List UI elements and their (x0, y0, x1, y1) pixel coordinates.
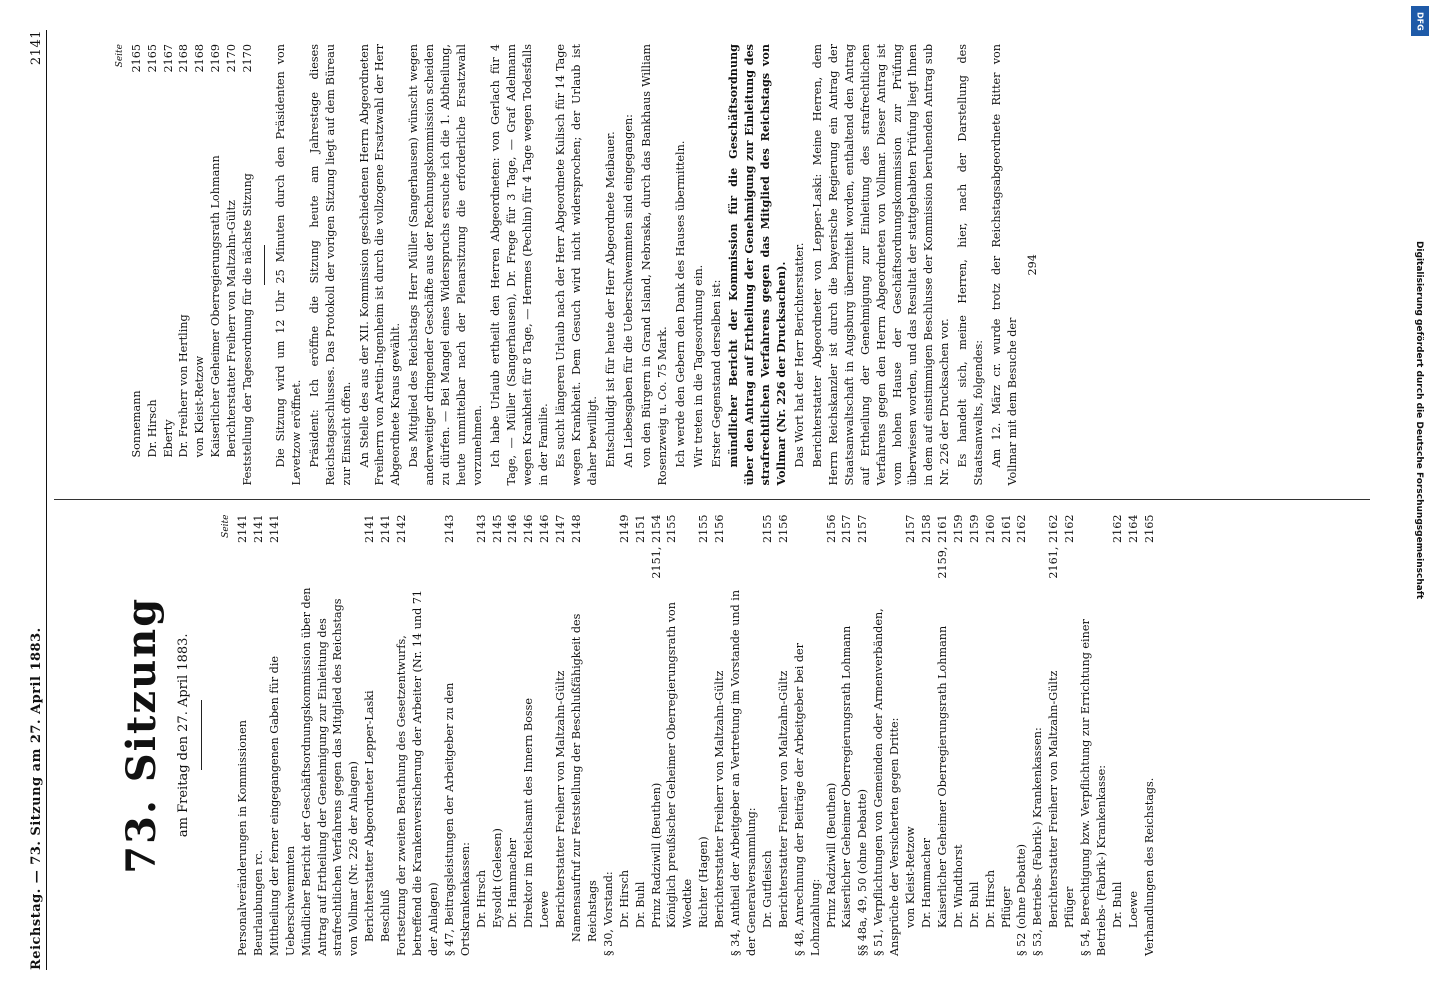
toc-entry-page: 2160 (983, 514, 997, 543)
toc-entry-page: 2162 (1110, 514, 1124, 543)
toc-entry (145, 44, 161, 486)
paragraph: Es sucht längeren Urlaub nach der Herr Abgeordnete Kulisch für 14 Tage wegen Krankheit. Dem Gesuch wird nicht widersprochen; der Urlaub ist daher bewilligt. (554, 44, 600, 486)
toc-entry-page: 2169 (209, 44, 223, 73)
toc-entry-page: 2145 (490, 514, 504, 543)
toc-entry-text: Verhandlungen des Reichstags. (1142, 777, 1156, 956)
toc-entry-page: 2141 (267, 514, 281, 543)
page-number: 2141 (28, 30, 44, 66)
toc-entry (728, 515, 760, 957)
toc-entry (1030, 515, 1046, 957)
toc-entry (442, 515, 474, 957)
toc-entry-text: Beurlaubungen rc. (251, 849, 265, 956)
toc-entry-page (792, 515, 824, 579)
toc-entry-text: § 47, Beitragsleistungen der Arbeitgeber zu den Ortskrankenkassen: (442, 682, 472, 956)
toc-entry-page: 2165 (129, 44, 143, 73)
toc-entry-page (1030, 515, 1046, 579)
toc-entry-text: § 30, Vorstand: (601, 871, 615, 956)
toc-entry-text: § 52 (ohne Debatte) (1015, 843, 1029, 956)
toc-entry-page (601, 515, 617, 579)
toc-entry-text: Dr. Hirsch (145, 399, 159, 458)
two-column-body (54, 30, 1370, 970)
toc-entry (1046, 515, 1062, 957)
running-head-title: Reichstag. — 73. Sitzung am 27. April 1883. (28, 627, 44, 970)
toc-entry (935, 515, 951, 957)
toc-entry (951, 515, 967, 957)
toc-entry-page: 2162 (1063, 514, 1077, 543)
toc-entry-text: Direktor im Reichsamt des Innern Bosse (522, 697, 536, 928)
toc-entry-text: § 34, Antheil der Arbeitgeber an Vertretung im Vorstande und in der Generalversammlung: (729, 589, 759, 956)
toc-entry (1014, 515, 1030, 957)
toc-entry-page: 2146 (522, 514, 536, 543)
toc-entry (1126, 515, 1142, 957)
toc-entry-text: Dr. Gutfleisch (760, 850, 774, 928)
toc-entry-text: Berichterstatter Freiherr von Maltzahn-Gültz (554, 670, 568, 928)
toc-entry (505, 515, 521, 957)
toc-entry (633, 515, 649, 957)
toc-entry-text: §§ 48a, 49, 50 (ohne Debatte) (856, 789, 870, 956)
session-heading: 73. Sitzung (118, 596, 165, 874)
toc-entry-page: 2146 (538, 514, 552, 543)
toc-entry (490, 515, 506, 957)
toc-entry-page: 2155 (760, 514, 774, 543)
document-page (10, 10, 1390, 990)
table-of-contents-right (129, 44, 256, 486)
toc-page-label: Seite (221, 514, 232, 538)
toc-entry (267, 515, 299, 957)
signature-mark: 294 (1025, 254, 1039, 276)
toc-entry-page (871, 515, 903, 579)
dfg-logo: DFG (1411, 6, 1429, 36)
paragraph: mündlicher Bericht der Kommission für die Geschäftsordnung über den Antrag auf Ertheilung der Genehmigung zur Einleitung des strafrechtlichen Verfahrens gegen das Mitglied des Reichstags von Vollmar (Nr. 226 der Drucksachen). (726, 44, 789, 486)
toc-entry (839, 515, 855, 957)
toc-entry-text: Berichterstatter Freiherr von Maltzahn-Gültz (1047, 670, 1061, 928)
toc-entry (521, 515, 537, 957)
running-head (22, 30, 47, 970)
toc-entry-page: 2141 (379, 514, 393, 543)
toc-entry (919, 515, 935, 957)
toc-entry-page (1078, 515, 1110, 579)
toc-entry-text: Feststellung der Tagesordnung für die nächste Sitzung (241, 173, 255, 486)
toc-entry-text: Dr. Hammacher (919, 838, 933, 928)
toc-entry-text: Berichterstatter Freiherr von Maltzahn-Gültz (776, 670, 790, 928)
toc-entry-page: 2141 (363, 514, 377, 543)
toc-entry-text: Dr. Hirsch (983, 869, 997, 928)
toc-entry (983, 515, 999, 957)
toc-entry-page: 2159, 2161 (935, 514, 949, 579)
paragraph: von den Bürgern in Grand Island, Nebraska, durch das Bankhaus William Rosenzweig u. Co. 75 Mark. (639, 44, 669, 486)
left-column (54, 500, 1370, 971)
toc-entry (553, 515, 569, 957)
paragraph: An Liebesgaben für die Ueberschwemmten sind eingegangen: (622, 114, 636, 468)
toc-entry-text: Kaiserlicher Geheimer Oberregierungsrath Lohmann (209, 155, 223, 458)
toc-entry (903, 515, 919, 957)
toc-entry-text: Mittheilung der ferner eingegangenen Gaben für die Ueberschwemmten (267, 655, 297, 956)
paragraph: An Stelle des aus der XII. Kommission geschiedenen Herrn Abgeordneten Freiherrn von Aretin-Ingenheim ist durch die vollzogene Ersatzwahl der Herr Abgeordnete Kraus gewählt. (357, 44, 403, 486)
toc-entry (601, 515, 617, 957)
toc-entry-page (728, 515, 760, 579)
toc-entry-page: 2156 (776, 514, 790, 543)
toc-entry (855, 515, 871, 957)
paragraph: Das Wort hat der Herr Berichterstatter. (793, 242, 807, 468)
toc-entry-text: Loewe (1126, 891, 1140, 928)
toc-entry (776, 515, 792, 957)
toc-entry-text: Dr. Hammacher (506, 838, 520, 928)
toc-entry (161, 44, 177, 486)
toc-entry-text: Namensaufruf zur Feststellung der Beschlußfähigkeit des Reichstags (570, 613, 599, 942)
paragraph: Entschuldigt ist für heute der Herr Abgeordnete Meibauer. (604, 131, 618, 468)
toc-entry-text: Berichterstatter Freiherr von Maltzahn-Gültz (225, 200, 239, 458)
toc-entry (176, 44, 192, 486)
toc-entry-page: 2164 (1126, 514, 1140, 543)
table-of-contents-left (235, 515, 1158, 957)
toc-entry (251, 515, 267, 957)
toc-entry-page: 2151 (633, 514, 647, 543)
toc-entry-text: Fortsetzung der zweiten Berathung des Gesetzentwurfs, betreffend die Krankenversicherung der Arbeiter (Nr. 14 und 71 der Anlagen) (395, 589, 440, 956)
toc-entry-text: Dr. Buhl (1110, 881, 1124, 928)
toc-entry (224, 44, 240, 486)
toc-entry-page: 2157 (856, 514, 870, 543)
toc-entry-text: Eysoldt (Gelesen) (490, 828, 504, 928)
toc-entry-page: 2141 (251, 514, 265, 543)
toc-entry-page (299, 515, 363, 579)
toc-entry-page: 2168 (193, 44, 207, 73)
digitization-note: Digitalisierung gefördert durch die Deutsche Forschungsgemeinschaft (1414, 240, 1424, 600)
paragraph: Ich habe Urlaub ertheilt den Herren Abgeordneten: von Gerlach für 4 Tage, — Müller (Sangerhausen), Dr. Frege für 3 Tage, — Graf Adelmann wegen Krankheit für 8 Tage, — Hermes (Pechlin) für 4 Tage wegen Todesfalls in der Familie. (488, 44, 550, 486)
session-title-block (114, 515, 202, 957)
toc-entry-text: Dr. Freiherr von Hertling (177, 314, 191, 458)
paragraph: Am 12. März cr. wurde trotz der Reichstagsabgeordnete Ritter von Vollmar mit dem Besuche der (989, 44, 1019, 486)
toc-entry-text: Dr. Buhl (633, 881, 647, 928)
toc-entry-text: Beschluß (379, 889, 393, 942)
toc-entry-page: 2157 (904, 514, 918, 543)
toc-entry (299, 515, 363, 957)
toc-entry (1078, 515, 1110, 957)
toc-entry-page: 2149 (617, 514, 631, 543)
toc-entry-page: 2167 (161, 44, 175, 73)
toc-entry (1142, 515, 1158, 957)
toc-entry-page: 2161 (999, 514, 1013, 543)
toc-entry (1062, 515, 1078, 957)
toc-entry-text: § 48, Anrechnung der Beiträge der Arbeitgeber bei der Lohnzahlung: (792, 643, 822, 956)
toc-entry-page: 2170 (241, 44, 255, 73)
toc-entry (967, 515, 983, 957)
toc-entry-text: Kaiserlicher Geheimer Oberregierungsrath Lohmann (935, 625, 949, 928)
toc-entry (394, 515, 442, 957)
toc-entry-page: 2162 (1015, 514, 1029, 543)
toc-entry (696, 515, 712, 957)
paragraph: Wir treten in die Tagesordnung ein. (691, 264, 705, 468)
toc-entry-text: Dr. Buhl (967, 881, 981, 928)
toc-entry-text: von Kleist-Retzow (193, 355, 207, 458)
toc-entry-text: § 51, Verpflichtungen von Gemeinden oder Armenverbänden, Ansprüche der Versicherten gegen Dritte: (872, 608, 902, 956)
toc-entry (362, 515, 378, 957)
toc-entry-text: Sonnemann (129, 390, 143, 458)
paragraph: Präsident: Ich eröffne die Sitzung heute am Jahrestage dieses Reichstagsschlusses. Das Protokoll der vorigen Sitzung liegt auf dem Büreau zur Einsicht offen. (307, 44, 353, 486)
toc-entry-text: Berichterstatter Freiherr von Maltzahn-Gültz (713, 670, 727, 928)
toc-entry-page: 2161, 2162 (1047, 514, 1061, 579)
toc-entry-text: Kaiserlicher Geheimer Oberregierungsrath Lohmann (840, 625, 854, 928)
toc-entry-page: 2165 (145, 44, 159, 73)
toc-entry-text: von Kleist-Retzow (904, 826, 918, 928)
toc-entry (649, 515, 665, 957)
toc-entry (792, 515, 824, 957)
toc-entry-text: § 53, Betriebs- (Fabrik-) Krankenkassen: (1031, 727, 1045, 956)
toc-entry-page: 2168 (177, 44, 191, 73)
paragraph: Das Mitglied des Reichstags Herr Müller (Sangerhausen) wünscht wegen anderweitiger dringender Geschäfte aus der Rechnungskommission scheiden zu dürfen. — Bei Mangel eines Widerspruchs ersuche ich die 1. Abtheilung, heute unmittelbar nach der Plenarsitzung die erforderliche Ersatzwahl vorzunehmen. (407, 44, 484, 486)
toc-entry (664, 515, 696, 957)
paragraph: Es handelt sich, meine Herren, hier, nach der Darstellung des Staatsanwalts, folgendes: (956, 44, 986, 486)
toc-entry-text: Pflüger (1063, 886, 1077, 928)
toc-entry (129, 44, 145, 486)
toc-entry-text: Dr. Windthorst (951, 844, 965, 928)
toc-entry-page: 2146 (506, 514, 520, 543)
toc-entry-page: 2155 (665, 514, 679, 543)
toc-entry-text: Personalveränderungen in Kommissionen (236, 720, 250, 956)
toc-entry-page: 2143 (474, 514, 488, 543)
toc-entry-page: 2159 (967, 514, 981, 543)
toc-entry-page: 2151, 2154 (649, 514, 663, 579)
toc-entry-text: Eberty (161, 419, 175, 458)
toc-entry-text: Prinz Radziwill (Beuthen) (649, 782, 663, 928)
digitization-sidebar (1406, 0, 1432, 1000)
right-column (54, 30, 1370, 500)
toc-entry-page: 2157 (840, 514, 854, 543)
toc-entry-text: § 54, Berechtigung bzw. Verpflichtung zur Errichtung einer Betriebs- (Fabrik-) Krankenkasse: (1079, 619, 1108, 956)
toc-entry (760, 515, 776, 957)
toc-page-label-right: Seite (115, 44, 125, 68)
toc-entry-text: Königlich preußischer Geheimer Oberregierungsrath von Woedtke (665, 602, 695, 928)
toc-entry-page: 2165 (1142, 514, 1156, 543)
toc-entry-page: 2141 (236, 514, 250, 543)
toc-entry (240, 44, 256, 486)
proceedings-text (273, 44, 1021, 486)
toc-entry (378, 515, 394, 957)
paragraph: Die Sitzung wird um 12 Uhr 25 Minuten durch den Präsidenten von Levetzow eröffnet. (274, 44, 303, 486)
toc-entry-page: 2156 (824, 514, 838, 543)
paragraph: Berichterstatter Abgeordneter von Lepper-Laski: Meine Herren, dem Herrn Reichskanzler ist durch die bayerische Regierung ein Antrag der Staatsanwaltschaft in Augsburg übermittelt worden, enthaltend den Antrag auf Ertheilung der Genehmigung zur Einleitung des strafrechtlichen Verfahrens gegen den Herrn Abgeordneten von Vollmar. Dieser Antrag ist vom hohen Hause der Geschäftsordnungskommission zur Prüfung überwiesen worden, und das Resultat der stattgehabten Prüfung liegt Ihnen in dem auf einstimmigen Beschlusse der Kommission beruhenden Antrag sub Nr. 226 der Drucksachen vor. (811, 44, 952, 486)
toc-entry-page: 2155 (697, 514, 711, 543)
toc-entry-text: Prinz Radziwill (Beuthen) (824, 782, 838, 928)
toc-entry-page: 2142 (395, 514, 409, 543)
toc-entry-text: Dr. Hirsch (617, 869, 631, 928)
toc-entry (1110, 515, 1126, 957)
toc-entry (208, 44, 224, 486)
session-date: am Freitag den 27. April 1883. (175, 633, 191, 838)
toc-entry (474, 515, 490, 957)
toc-entry (824, 515, 840, 957)
toc-entry-text: Richter (Hagen) (697, 836, 711, 928)
toc-entry (871, 515, 903, 957)
section-rule (264, 245, 265, 285)
toc-entry-page: 2158 (919, 514, 933, 543)
toc-entry-page: 2170 (225, 44, 239, 73)
toc-entry-page: 2159 (951, 514, 965, 543)
title-rule (201, 700, 202, 770)
toc-entry-page: 2143 (442, 514, 456, 543)
toc-entry (569, 515, 601, 957)
toc-entry (537, 515, 553, 957)
toc-entry-text: Mündlicher Bericht der Geschäftsordnungskommission über den Antrag auf Ertheilung der Genehmigung zur Einleitung des strafrechtlichen Verfahrens gegen das Mitglied des Reichstags von Vollmar (Nr. 226 der Anlagen) (299, 587, 361, 956)
toc-entry (192, 44, 208, 486)
toc-entry-text: Dr. Hirsch (474, 869, 488, 928)
toc-entry-text: Loewe (538, 891, 552, 928)
toc-entry-text: Pflüger (999, 886, 1013, 928)
toc-entry-page: 2156 (713, 514, 727, 543)
toc-entry (712, 515, 728, 957)
paragraph: Erster Gegenstand derselben ist: (709, 279, 723, 468)
paragraph: Ich werde den Gebern den Dank des Hauses übermitteln. (673, 140, 687, 468)
toc-entry (235, 515, 251, 957)
toc-entry-text: Berichterstatter Abgeordneter Lepper-Laski (363, 690, 377, 942)
toc-entry (617, 515, 633, 957)
toc-entry-page: 2147 (554, 514, 568, 543)
toc-entry (999, 515, 1015, 957)
toc-entry-page: 2148 (570, 514, 584, 543)
